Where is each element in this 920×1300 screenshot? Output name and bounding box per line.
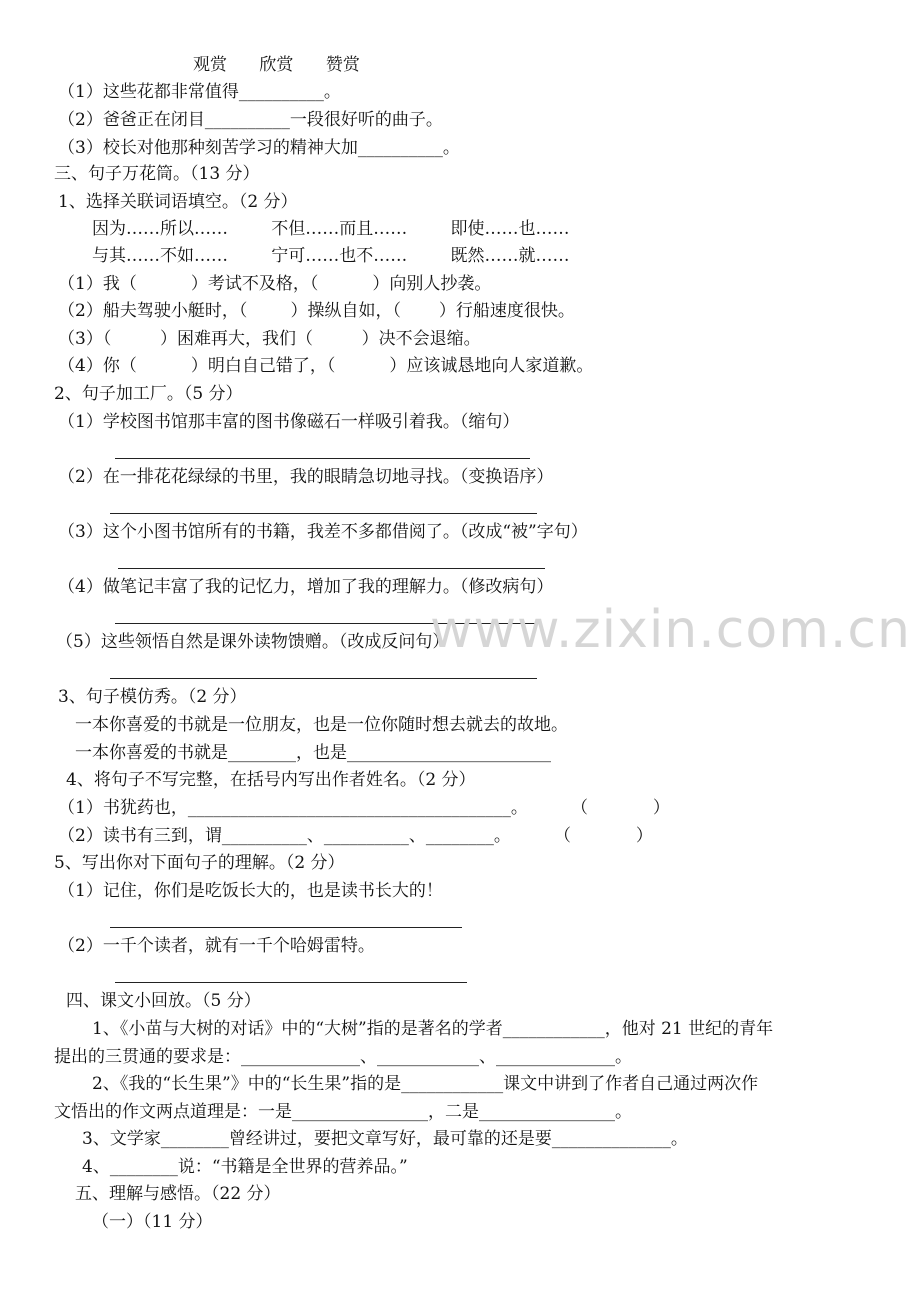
conjunction-options-row-1: 因为……所以…… 不但……而且…… 即使……也……	[92, 219, 570, 239]
fill-blank-3: （3）校长对他那种刻苦学习的精神大加__________。	[58, 138, 460, 158]
answer-line	[110, 927, 462, 928]
imitation-heading: 3、句子模仿秀。（2 分）	[58, 687, 247, 707]
imitation-example: 一本你喜爱的书就是一位朋友，也是一位你随时想去就去的故地。	[75, 715, 568, 735]
review-item-2-line-2: 文悟出的作文两点道理是：一是________________，二是________________。	[54, 1102, 632, 1122]
review-item-2-line-1: 2、《我的“长生果”》中的“长生果”指的是____________课文中讲到了作者自己通过两次作	[92, 1074, 759, 1094]
watermark: www.zixin.com.cn	[430, 600, 911, 660]
fill-blank-2: （2）爸爸正在闭目__________一段很好听的曲子。	[58, 110, 443, 130]
section-four-heading: 四、课文小回放。（5 分）	[66, 991, 261, 1011]
understanding-item-2: （2）一千个读者，就有一千个哈姆雷特。	[58, 936, 375, 956]
word-choice-options: 观赏 欣赏 赞赏	[193, 55, 360, 75]
complete-quote-heading: 4、将句子不写完整，在括号内写出作者姓名。（2 分）	[66, 770, 476, 790]
conjunction-item-1: （1）我（ ）考试不及格，（ ）向别人抄袭。	[58, 274, 492, 294]
complete-quote-2: （2）读书有三到，谓__________、__________、________。 （ ）	[58, 826, 653, 846]
subsection-one-heading: （一）（11 分）	[92, 1212, 213, 1232]
conjunction-item-4: （4）你（ ）明白自己错了，（ ）应该诚恳地向人家道歉。	[58, 356, 594, 376]
conjunction-options-row-2: 与其……不如…… 宁可……也不…… 既然……就……	[92, 246, 570, 266]
understanding-heading: 5、写出你对下面句子的理解。（2 分）	[54, 853, 345, 873]
sentence-task-1: （1）学校图书馆那丰富的图书像磁石一样吸引着我。（缩句）	[58, 412, 520, 432]
fill-blank-1: （1）这些花都非常值得__________。	[58, 82, 341, 102]
review-item-3: 3、文学家________曾经讲过，要把文章写好，最可靠的还是要______________。	[82, 1129, 688, 1149]
review-item-4: 4、________说：“书籍是全世界的营养品。”	[82, 1157, 408, 1177]
review-item-1-line-2: 提出的三贯通的要求是：______________、____________、______________。	[54, 1047, 632, 1067]
section-three-heading: 三、句子万花筒。（13 分）	[54, 164, 260, 184]
understanding-item-1: （1）记住，你们是吃饭长大的，也是读书长大的！	[58, 881, 443, 901]
complete-quote-1: （1）书犹药也，______________________________________。 （ ）	[58, 798, 670, 818]
sentence-task-3: （3）这个小图书馆所有的书籍，我差不多都借阅了。（改成“被”字句）	[58, 522, 588, 542]
answer-line	[118, 568, 545, 569]
answer-line	[115, 458, 530, 459]
answer-line	[110, 513, 537, 514]
sentence-task-4: （4）做笔记丰富了我的记忆力，增加了我的理解力。（修改病句）	[58, 577, 554, 597]
sentence-task-2: （2）在一排花花绿绿的书里，我的眼睛急切地寻找。（变换语序）	[58, 467, 554, 487]
answer-line	[115, 982, 467, 983]
answer-line	[110, 678, 537, 679]
conjunction-task-heading: 1、选择关联词语填空。（2 分）	[58, 192, 298, 212]
section-five-heading: 五、理解与感悟。（22 分）	[75, 1184, 281, 1204]
imitation-blank: 一本你喜爱的书就是________，也是________________________	[75, 743, 551, 763]
review-item-1-line-1: 1、《小苗与大树的对话》中的“大树”指的是著名的学者____________，他对 21 世纪的青年	[92, 1019, 774, 1039]
conjunction-item-2: （2）船夫驾驶小艇时，（ ）操纵自如，（ ）行船速度很快。	[58, 301, 575, 321]
sentence-task-5: （5）这些领悟自然是课外读物馈赠。（改成反问句）	[56, 632, 450, 652]
sentence-workshop-heading: 2、句子加工厂。（5 分）	[54, 384, 243, 404]
conjunction-item-3: （3）（ ）困难再大，我们（ ）决不会退缩。	[58, 329, 481, 349]
